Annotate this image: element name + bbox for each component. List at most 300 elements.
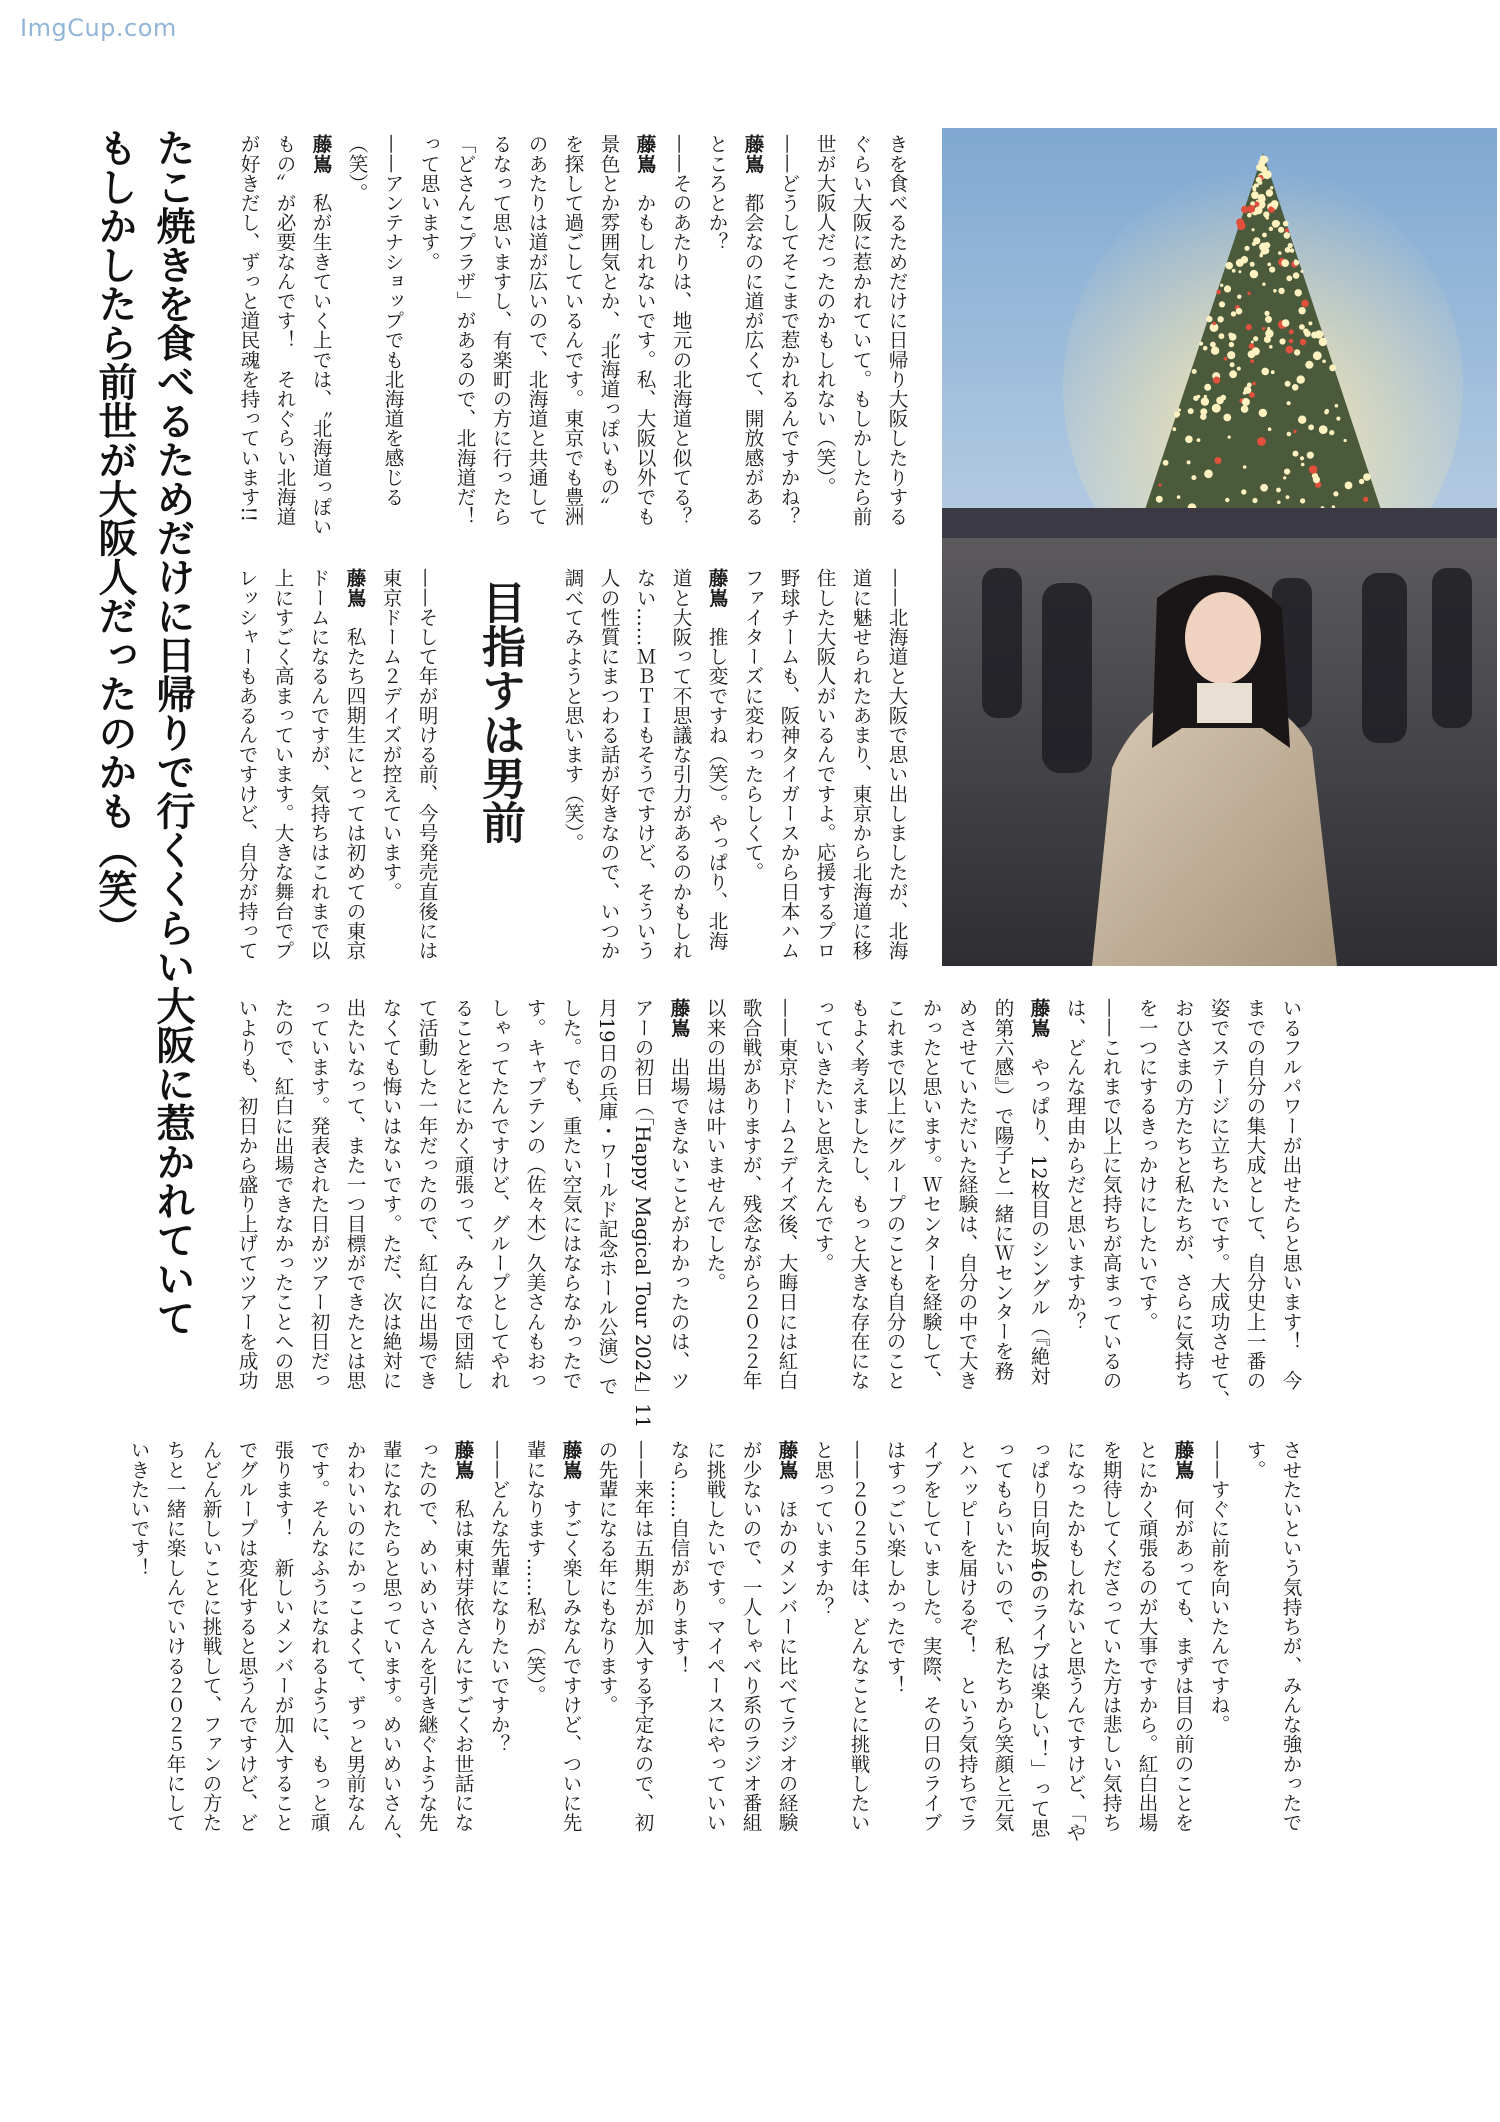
tree-light	[1300, 456, 1304, 460]
tree-light	[1255, 207, 1263, 215]
text-column	[552, 998, 588, 1398]
column-text: が好きだし、ずっと道民魂を持っています!!	[237, 134, 260, 523]
speaker-name: 藤嶌	[1027, 998, 1050, 1038]
column-text: きを食べるためだけに日帰り大阪したりする	[885, 134, 908, 526]
tree-light	[1224, 357, 1228, 361]
tree-light	[1297, 375, 1305, 383]
text-column	[372, 1440, 408, 1852]
text-column	[552, 1440, 588, 1840]
text-column	[482, 134, 518, 534]
column-text: とにかく頑張るのが大事ですから。紅白出場	[1135, 1440, 1158, 1832]
tree-light	[1363, 473, 1371, 481]
column-text: 東京ドーム２デイズが控えています。	[379, 568, 402, 902]
tree-light	[1252, 228, 1255, 231]
text-column	[1164, 1440, 1200, 1840]
column-text: 都会なのに道が広くて、開放感がある	[741, 192, 764, 526]
tree-light	[1271, 200, 1279, 208]
column-text: ——来年は五期生が加入する予定なので、初	[631, 1440, 654, 1832]
tree-light	[1247, 213, 1252, 218]
text-column	[732, 998, 768, 1398]
tree-light	[1231, 311, 1236, 316]
column-text: いるフルパワーが出せたらと思います！ 今	[1279, 998, 1302, 1390]
column-text: 出場できないことがわかったのは、ツ	[667, 1056, 690, 1390]
tree-light	[1309, 362, 1314, 367]
tree-light	[1204, 384, 1211, 391]
tree-light	[1229, 370, 1237, 378]
tree-light	[1301, 270, 1304, 273]
text-column	[516, 998, 552, 1398]
tree-light	[1283, 221, 1289, 227]
tree-light	[1241, 405, 1249, 413]
tree-light	[1273, 289, 1277, 293]
text-column	[554, 134, 590, 534]
tree-light	[1201, 397, 1209, 405]
column-text: した。でも、重たい空気にはならなかったで	[559, 998, 582, 1390]
text-column	[806, 134, 842, 534]
speaker-name: 藤嶌	[775, 1440, 798, 1480]
column-text: もよく考えましたし、もっと大きな存在にな	[847, 998, 870, 1390]
column-text: なら……自信があります！	[667, 1440, 690, 1676]
text-column	[878, 134, 914, 534]
tree-light	[1242, 398, 1250, 406]
tree-light	[1313, 351, 1322, 360]
tree-light	[1289, 339, 1294, 344]
column-text: ——アンテナショップでも北海道を感じる	[381, 134, 404, 507]
text-column	[626, 134, 662, 534]
text-column	[302, 134, 338, 534]
text-column	[408, 998, 444, 1398]
tree-light	[1252, 498, 1257, 503]
tree-light	[1230, 362, 1235, 367]
column-text: て活動した一年だったので、紅白に出場でき	[415, 998, 438, 1390]
column-text: の先輩になる年にもなります。	[595, 1440, 618, 1715]
text-column	[842, 134, 878, 534]
tree-light	[1241, 489, 1246, 494]
column-text: ——東京ドーム２デイズ後、大晦日には紅白	[775, 998, 798, 1390]
tree-light	[1172, 427, 1176, 431]
column-text: しゃってたんですけど、グループとしてやれ	[487, 998, 510, 1390]
tree-light	[1300, 339, 1306, 345]
text-column	[1056, 1440, 1092, 1840]
tree-light	[1232, 269, 1236, 273]
column-text: が少ないので、一人しゃべり系のラジオ番組	[739, 1440, 762, 1832]
tree-light	[1283, 476, 1286, 479]
tree-light	[1329, 430, 1334, 435]
tree-light	[1269, 267, 1275, 273]
text-column	[1092, 998, 1128, 1398]
text-column	[264, 1440, 300, 1840]
text-column	[446, 134, 482, 534]
tree-light	[1284, 469, 1290, 475]
text-column	[912, 998, 948, 1398]
tree-light	[1301, 300, 1309, 308]
column-text: っていきたいと思えたんです。	[811, 998, 834, 1273]
tree-light	[1308, 321, 1312, 325]
text-column	[770, 134, 806, 534]
text-column	[516, 1440, 552, 1840]
column-text: す。キャプテンの（佐々木）久美さんもおっ	[523, 998, 546, 1390]
column-text: 住した大阪人がいるんですよ。応援するプロ	[813, 568, 836, 960]
column-text: です。そんなふうになれるように、もっと頑	[307, 1440, 330, 1832]
column-text: ——どうしてそこまで惹かれるんですかね？	[777, 134, 800, 526]
text-column	[228, 568, 264, 968]
tree-light	[1158, 484, 1161, 487]
column-text: なくても悔いはないです。ただ、次は絶対に	[379, 998, 402, 1390]
text-column	[1200, 1440, 1236, 1840]
column-text: ——これまで以上に気持ちが高まっているの	[1099, 998, 1122, 1390]
column-text: 何があっても、まずは目の前のことを	[1171, 1498, 1194, 1832]
text-column	[732, 1440, 768, 1840]
text-column	[300, 1440, 336, 1840]
text-column	[590, 134, 626, 534]
tree-light	[1224, 285, 1231, 292]
tree-light	[1200, 408, 1207, 415]
tree-light	[1258, 194, 1266, 202]
tree-light	[1236, 218, 1244, 226]
tree-light	[1219, 301, 1225, 307]
column-text: 私たち四期生にとっては初めての東京	[343, 626, 366, 960]
column-text: 輩になれたらと思っています。めいめいさん、	[379, 1440, 402, 1852]
tree-light	[1333, 491, 1338, 496]
tree-light	[1285, 381, 1291, 387]
text-column	[1236, 998, 1272, 1398]
tree-light	[1204, 395, 1207, 398]
tree-light	[1243, 465, 1247, 469]
tree-light	[1156, 496, 1163, 503]
tree-light	[1188, 408, 1194, 414]
column-text: ——そのあたりは、地元の北海道と似てる？	[669, 134, 692, 526]
column-text: 人の性質にまつわる話が好きなので、いつか	[597, 568, 620, 960]
speaker-name: 藤嶌	[451, 1440, 474, 1480]
tree-light	[1279, 338, 1285, 344]
text-column	[590, 568, 626, 968]
text-column	[948, 998, 984, 1398]
tree-light	[1197, 395, 1201, 399]
christmas-tree-photo	[942, 128, 1497, 966]
tree-light	[1197, 438, 1201, 442]
column-text: はすっごい楽しかったです！	[883, 1440, 906, 1695]
tree-light	[1325, 409, 1329, 413]
text-column	[372, 568, 408, 968]
speaker-name: 藤嶌	[1171, 1440, 1194, 1480]
tree-light	[1252, 185, 1256, 189]
tree-light	[1237, 295, 1241, 299]
tree-light	[1256, 177, 1262, 183]
text-column	[410, 134, 446, 534]
tree-light	[1260, 484, 1268, 492]
column-text: ってもらいたいので、私たちから笑顔と元気	[991, 1440, 1014, 1832]
text-column	[588, 1440, 624, 1840]
column-text: かったと思います。Ｗセンターを経験して、	[919, 998, 942, 1390]
tree-light	[1269, 227, 1273, 231]
text-column	[228, 1440, 264, 1840]
text-block-bottom-lower	[120, 1440, 1308, 1852]
tree-light	[1250, 270, 1258, 278]
tree-light	[1272, 220, 1280, 228]
column-text: 姿でステージに立ちたいです。大成功させて、	[1207, 998, 1230, 1410]
text-column	[662, 134, 698, 534]
tree-light	[1227, 351, 1235, 359]
text-column	[336, 998, 372, 1398]
tree-light	[1237, 367, 1241, 371]
column-text: かわいいのにかっこよくて、ずっと男前なん	[343, 1440, 366, 1832]
column-text: レッシャーもあるんですけど、自分が持って	[235, 568, 258, 960]
tree-light	[1329, 365, 1336, 372]
text-column	[768, 1440, 804, 1840]
speaker-name: 藤嶌	[343, 568, 366, 608]
tree-light	[1359, 479, 1364, 484]
tree-light	[1322, 360, 1326, 364]
column-text: 景色とか雰囲気とか、〝北海道っぽいもの〟	[597, 134, 620, 517]
tree-light	[1215, 457, 1222, 464]
tree-light	[1265, 316, 1269, 320]
column-text: 月19日の兵庫・ワールド記念ホール公演）で	[595, 998, 618, 1396]
text-column	[480, 1440, 516, 1840]
tree-light	[1278, 288, 1284, 294]
tree-light	[1267, 327, 1270, 330]
column-text: ——すぐに前を向いたんですね。	[1207, 1440, 1230, 1734]
column-text: ちと一緒に楽しんでいける２０２５年にして	[163, 1440, 186, 1832]
column-text: ドームになるんですが、気持ちはこれまで以	[307, 568, 330, 960]
column-text: 的第六感』）で陽子と一緒にＷセンターを務	[991, 998, 1014, 1381]
column-text: 「どさんこプラザ」があるので、北海道だ！	[453, 134, 476, 526]
text-column	[840, 1440, 876, 1840]
tree-light	[1206, 316, 1212, 322]
column-text: になったかもしれないと思うんですけど、「や	[1063, 1440, 1086, 1842]
tree-light	[1300, 498, 1305, 503]
text-column	[624, 1440, 660, 1840]
tree-light	[1309, 465, 1318, 474]
tree-light	[1211, 347, 1219, 355]
text-column	[984, 1440, 1020, 1840]
tree-light	[1278, 227, 1284, 233]
tree-light	[1293, 272, 1300, 279]
tree-light	[1247, 292, 1250, 295]
tree-light	[1185, 436, 1193, 444]
tree-light	[1177, 495, 1181, 499]
tree-light	[1286, 495, 1290, 499]
text-column	[588, 998, 624, 1398]
column-text: ない……ＭＢＴＩもそうですけど、そういう	[633, 568, 656, 960]
text-block-middle-left	[228, 568, 914, 968]
text-column	[336, 1440, 372, 1840]
tree-light	[1263, 170, 1272, 179]
column-text: 野球チームも、阪神タイガースから日本ハム	[777, 568, 800, 960]
tree-light	[1259, 409, 1267, 417]
tree-light	[1249, 392, 1255, 398]
text-column	[1272, 1440, 1308, 1840]
column-text: 上にすごく高まっています。大きな舞台でプ	[271, 568, 294, 960]
tree-light	[1250, 262, 1255, 267]
tree-light	[1228, 333, 1232, 337]
column-text: 世が大阪人だったのかもしれない（笑）。	[813, 134, 836, 497]
column-text: （笑）。	[345, 134, 368, 203]
tree-light	[1246, 324, 1252, 330]
text-column	[1092, 1440, 1128, 1840]
column-text: んどん新しいことに挑戦して、ファンの方た	[199, 1440, 222, 1832]
text-column	[264, 568, 300, 968]
text-column	[1272, 998, 1308, 1398]
column-text: を一つにするきっかけにしたいです。	[1135, 998, 1158, 1332]
tree-light	[1288, 243, 1293, 248]
tree-light	[1191, 475, 1196, 480]
tree-light	[1303, 328, 1309, 334]
column-text: これまで以上にグループのことも自分のこと	[883, 998, 906, 1390]
tree-light	[1225, 262, 1233, 270]
tree-light	[1223, 414, 1231, 422]
watermark: ImgCup.com	[20, 14, 177, 42]
tree-light	[1262, 233, 1267, 238]
tree-light	[1270, 186, 1273, 189]
column-text: 道に魅せられたあまり、東京から北海道に移	[849, 568, 872, 960]
text-column	[120, 1440, 156, 1840]
tree-light	[1257, 437, 1266, 446]
text-column	[1200, 998, 1236, 1410]
tree-light	[1216, 397, 1224, 405]
tree-light	[1264, 311, 1269, 316]
text-column	[372, 998, 408, 1398]
column-text: 私が生きていく上では、〝北海道っぽい	[309, 192, 332, 536]
tree-light	[1298, 416, 1306, 424]
text-column	[518, 134, 554, 534]
tree-light	[1345, 482, 1353, 490]
text-column	[300, 568, 336, 968]
text-column	[804, 998, 840, 1398]
column-text: っぱり日向坂46のライブは楽しい！」って思	[1027, 1440, 1050, 1838]
text-column	[338, 134, 374, 534]
tree-light	[1262, 283, 1265, 286]
tree-light	[1238, 270, 1241, 273]
tree-light	[1203, 346, 1208, 351]
tree-light	[1292, 384, 1299, 391]
speaker-name: 藤嶌	[667, 998, 690, 1038]
tree-light	[1236, 259, 1244, 267]
text-column	[662, 568, 698, 968]
tree-light	[1260, 164, 1264, 168]
text-column	[626, 568, 662, 968]
tree-light	[1212, 322, 1216, 326]
tree-light	[1266, 189, 1273, 196]
tree-light	[1269, 345, 1273, 349]
tree-light	[1299, 324, 1305, 330]
column-text: 張ります！ 新しいメンバーが加入すること	[271, 1440, 294, 1832]
tree-light	[1264, 336, 1271, 343]
tree-light	[1301, 463, 1305, 467]
tree-light	[1344, 439, 1347, 442]
text-column	[554, 568, 590, 968]
text-column	[660, 998, 696, 1398]
tree-light	[1212, 404, 1221, 413]
column-text: ぐらい大阪に惹かれていて。もしかしたら前	[849, 134, 872, 526]
tree-light	[1213, 377, 1220, 384]
tree-light	[1199, 342, 1203, 346]
tree-light	[1319, 338, 1327, 346]
text-block-bottom-upper	[228, 998, 1308, 1429]
column-text: を期待してくださっていた方は悲しい気持ち	[1099, 1440, 1122, 1832]
tree-light	[1219, 333, 1225, 339]
text-column	[228, 998, 264, 1398]
portrait-photo	[942, 128, 1497, 966]
tree-light	[1311, 332, 1318, 339]
column-text: 歌合戦がありますが、残念ながら２０２２年	[739, 998, 762, 1390]
column-text: とハッピーを届けるぞ！ という気持ちでラ	[955, 1440, 978, 1832]
text-column	[734, 568, 770, 968]
tree-light	[1319, 425, 1328, 434]
text-column	[444, 1440, 480, 1840]
text-column	[984, 998, 1020, 1398]
tree-light	[1293, 451, 1299, 457]
text-column	[876, 1440, 912, 1840]
column-text: って思います。	[417, 134, 440, 272]
tree-light	[1290, 248, 1294, 252]
text-column	[912, 1440, 948, 1840]
text-column	[878, 568, 914, 968]
tree-light	[1287, 401, 1291, 405]
column-text: ——そして年が明ける前、今号発売直後には	[415, 568, 438, 960]
column-text: いよりも、初日から盛り上げてツアーを成功	[235, 998, 258, 1390]
text-column	[696, 1440, 732, 1840]
tree-light	[1267, 263, 1271, 267]
tree-light	[1293, 430, 1296, 433]
text-column	[336, 568, 372, 968]
text-column	[948, 1440, 984, 1840]
text-column	[1128, 1440, 1164, 1840]
text-column	[734, 134, 770, 534]
column-text: 調べてみようと思います（笑）。	[561, 568, 584, 853]
text-column	[1020, 1440, 1056, 1840]
tree-light	[1271, 370, 1275, 374]
text-column	[1056, 998, 1092, 1398]
column-text: たので、紅白に出場できなかったことへの思	[271, 998, 294, 1390]
speaker-name: 藤嶌	[705, 568, 728, 608]
column-text: やっぱり、12枚目のシングル（『絶対	[1027, 1056, 1050, 1386]
column-text: 以来の出場は叶いませんでした。	[703, 998, 726, 1292]
text-column	[156, 1440, 192, 1840]
text-column	[1020, 998, 1056, 1398]
tree-light	[1286, 275, 1292, 281]
tree-light	[1287, 432, 1292, 437]
text-column	[876, 998, 912, 1398]
text-column	[840, 998, 876, 1398]
tree-light	[1249, 343, 1255, 349]
headline-line-2: もしかしたら前世が大阪人だったのかも（笑）	[92, 128, 138, 947]
text-column	[408, 1440, 444, 1840]
tree-light	[1163, 460, 1169, 466]
column-text: るなって思いますし、有楽町の方に行ったら	[489, 134, 512, 526]
tree-light	[1210, 342, 1216, 348]
headline-line-1: たこ焼きを食べるためだけに日帰りで行くくらい大阪に惹かれていて	[150, 128, 196, 1337]
tree-light	[1265, 216, 1269, 220]
column-text: かもしれないです。私、大阪以外でも	[633, 192, 656, 526]
tree-light	[1278, 251, 1282, 255]
text-column	[624, 998, 660, 1429]
column-text: と思っていますか？	[811, 1440, 834, 1617]
text-column	[1128, 998, 1164, 1398]
tree-light	[1335, 404, 1339, 408]
tree-light	[1251, 341, 1254, 344]
tree-light	[1294, 349, 1300, 355]
column-text: めさせていただいた経験は、自分の中で大き	[955, 998, 978, 1390]
tree-light	[1216, 290, 1221, 295]
text-column	[698, 134, 734, 534]
tree-light	[1250, 359, 1254, 363]
text-column	[374, 134, 410, 534]
tree-light	[1225, 498, 1229, 502]
text-column	[842, 568, 878, 968]
column-text: 推し変ですね（笑）。やっぱり、北海	[705, 626, 728, 951]
column-text: を探して過ごしているんです。東京でも豊洲	[561, 134, 584, 526]
tree-light	[1286, 346, 1294, 354]
